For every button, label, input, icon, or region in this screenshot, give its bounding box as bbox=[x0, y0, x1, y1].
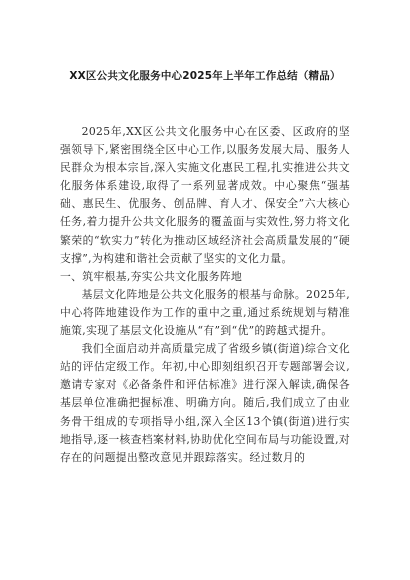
intro-paragraph: 2025年,XX区公共文化服务中心在区委、区政府的坚强领导下,紧密围绕全区中心工作,以服务发展大局、服务人民群众为根本宗旨,深入实施文化惠民工程,扎实推进公共文化服务体系建设,取得了一系列显著成效。中心聚焦“强基础、惠民生、优服务、创品牌、育人才、保安全”六大核心任务,着力提升公共文化服务的覆盖面与实效性,努力将文化繁荣的“软实力”转化为推动区域经济社会高质量发展的“硬支撑”,为构建和谐社会贡献了坚实的文化力量。 bbox=[60, 125, 350, 265]
document-title: XX区公共文化服务中心2025年上半年工作总结（精品） bbox=[69, 70, 341, 82]
section-heading: 一、筑牢根基,夯实公共文化服务阵地 bbox=[60, 269, 243, 283]
body-paragraph: 我们全面启动并高质量完成了省级乡镇(街道)综合文化站的评估定级工作。年初,中心即刻组织召开专题部署会议,邀请专家对《必备条件和评估标准》进行深入解读,确保各基层单位准确把握标准、明确方向。随后,我们成立了由业务骨干组成的专项指导小组,深入全区13个镇(街道)进行实地指导,逐一核查档案材料,协助优化空间布局与功能设置,对存在的问题提出整改意见并跟踪落实。经过数月的 bbox=[60, 342, 351, 464]
document-body bbox=[60, 123, 350, 467]
body-paragraph: 基层文化阵地是公共文化服务的根基与命脉。2025年,中心将阵地建设作为工作的重中之重,通过系统规划与精准施策,实现了基层文化设施从“有”到“优”的跨越式提升。 bbox=[60, 287, 350, 338]
